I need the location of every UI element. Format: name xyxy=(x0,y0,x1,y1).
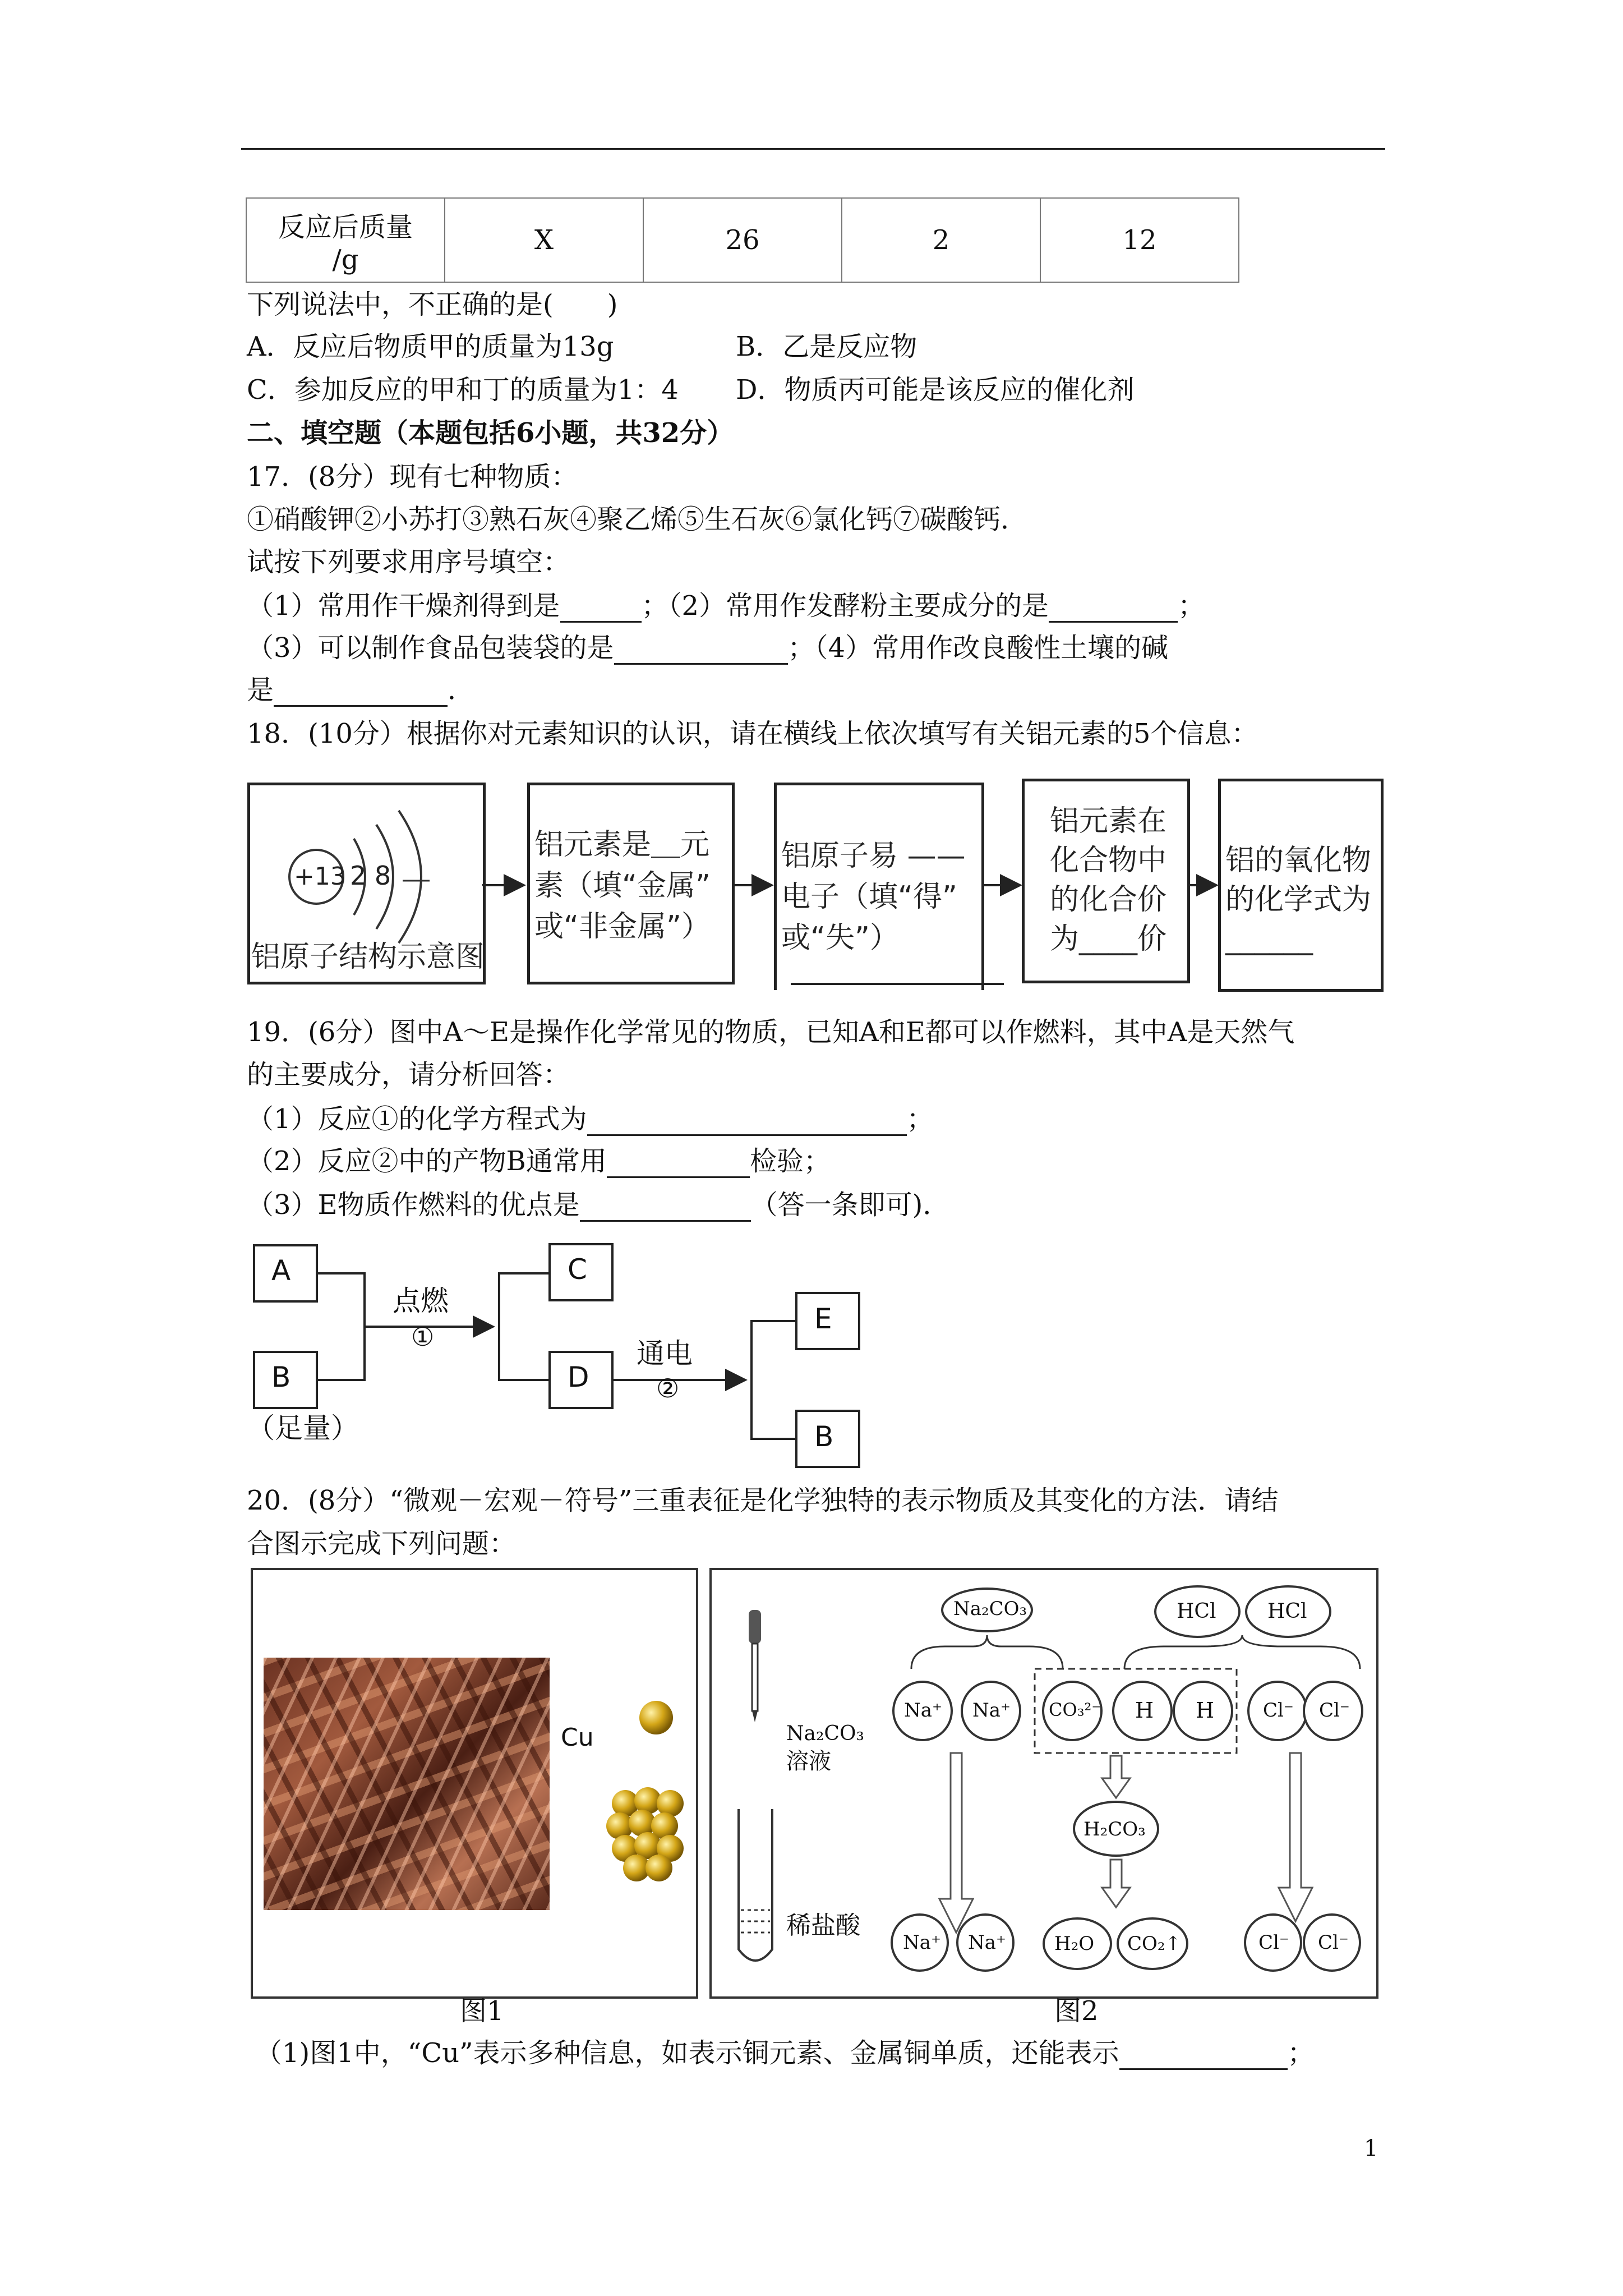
ion-cl: Cl⁻ xyxy=(1263,1699,1294,1722)
copper-atoms-icon xyxy=(594,1688,695,1890)
ion-co3: CO₃²⁻ xyxy=(1049,1699,1101,1720)
intermediate-h2co3: H₂CO₃ xyxy=(1083,1818,1146,1841)
excess-label: （足量） xyxy=(247,1412,359,1444)
element-type-box: 铝元素是＿元 素（填“金属” 或“非金属”） xyxy=(527,783,735,984)
page-number: 1 xyxy=(1364,2136,1378,2161)
answer-blank[interactable] xyxy=(560,593,642,623)
node-d: D xyxy=(568,1361,589,1393)
tube-label: 稀盐酸 xyxy=(786,1911,860,1940)
q17-substances: ①硝酸钾②小苏打③熟石灰④聚乙烯⑤生石灰⑥氯化钙⑦碳酸钙． xyxy=(247,504,1028,535)
q18-stem: 18．(10分）根据你对元素知识的认识，请在横线上依次填写有关铝元素的5个信息： xyxy=(247,718,1258,749)
atom-caption: 铝原子结构示意图 xyxy=(251,940,485,974)
q19-part2: （2）反应②中的产物B通常用 检验； xyxy=(247,1145,831,1177)
header-rule xyxy=(241,148,1385,150)
answer-blank[interactable] xyxy=(1119,2040,1288,2070)
answer-blank[interactable] xyxy=(1049,593,1178,623)
q17-line2: （3）可以制作食品包装袋的是 ；（4）常用作改良酸性土壤的碱 xyxy=(247,632,1169,664)
electron-shells: 2 8 xyxy=(350,861,391,891)
q20-part1: （1)图1中，“Cu”表示多种信息，如表示铜元素、金属铜单质，还能表示 ； xyxy=(255,2037,1315,2069)
ion-na: Na⁺ xyxy=(904,1699,942,1722)
node-b: B xyxy=(271,1361,291,1393)
condition-ignite: 点燃 xyxy=(393,1285,449,1317)
node-b-product: B xyxy=(814,1420,834,1453)
q20-stem-1: 20．(8分）“微观－宏观－符号”三重表征是化学独特的表示物质及其变化的方法．请结 xyxy=(247,1485,1279,1516)
valence-box: 铝元素在 化合物中 的化合价 为____价 xyxy=(1022,779,1190,983)
answer-blank[interactable] xyxy=(580,1192,751,1222)
q20-stem-2: 合图示完成下列问题： xyxy=(247,1528,517,1559)
figure-2-caption: 图2 xyxy=(1054,1995,1099,2027)
nucleus-charge: +13 xyxy=(294,862,346,891)
top-hcl-1: HCl xyxy=(1177,1600,1216,1623)
top-na2co3: Na₂CO₃ xyxy=(953,1598,1027,1620)
q19-flow-diagram xyxy=(0,1234,1623,1487)
condition-electrolysis: 通电 xyxy=(637,1337,693,1370)
table-cell: 2 xyxy=(842,198,1040,282)
dropper-label-solution: 溶液 xyxy=(786,1749,831,1774)
ion-na: Na⁺ xyxy=(972,1699,1011,1722)
product-cl: Cl⁻ xyxy=(1258,1931,1289,1954)
cu-symbol: Cu xyxy=(561,1723,594,1752)
electron-box: 铝原子易 —— 电子（填“得” 或“失”） xyxy=(774,783,984,990)
product-h2o: H₂O xyxy=(1054,1932,1095,1955)
q17-line1: （1）常用作干燥剂得到是 ；（2）常用作发酵粉主要成分的是 ； xyxy=(247,590,1205,622)
q19-part1: （1）反应①的化学方程式为 ； xyxy=(247,1103,934,1135)
figure-1-caption: 图1 xyxy=(460,1995,504,2027)
q16-option-c: C．参加反应的甲和丁的质量为1：4 xyxy=(247,374,679,406)
product-co2: CO₂↑ xyxy=(1127,1932,1182,1955)
node-a: A xyxy=(271,1254,291,1287)
ion-h: H xyxy=(1135,1698,1154,1723)
table-cell: X xyxy=(445,198,643,282)
ion-cl: Cl⁻ xyxy=(1319,1699,1350,1722)
q17-stem: 17．(8分）现有七种物质： xyxy=(247,461,578,493)
answer-blank[interactable] xyxy=(607,1148,750,1178)
reaction-1-marker: ① xyxy=(411,1322,435,1352)
q16-option-d: D．物质丙可能是该反应的催化剂 xyxy=(736,374,1135,406)
table-cell: 12 xyxy=(1040,198,1239,282)
ion-h: H xyxy=(1196,1698,1215,1723)
q16-stem: 下列说法中，不正确的是( ) xyxy=(247,289,618,320)
q16-option-a: A．反应后物质甲的质量为13g xyxy=(247,331,614,362)
answer-blank[interactable] xyxy=(614,635,788,665)
q17-line3: 是 ． xyxy=(247,674,475,706)
answer-blank[interactable] xyxy=(587,1106,907,1136)
q17-instruction: 试按下列要求用序号填空： xyxy=(247,546,570,578)
mass-table xyxy=(246,197,1239,283)
node-e: E xyxy=(814,1303,832,1335)
q19-part3: （3）E物质作燃料的优点是 （答一条即可)． xyxy=(247,1189,950,1221)
product-na: Na⁺ xyxy=(968,1931,1006,1954)
table-row xyxy=(246,198,1239,282)
product-na: Na⁺ xyxy=(903,1931,941,1954)
q19-stem-1: 19．(6分）图中A～E是操作化学常见的物质，已知A和E都可以作燃料，其中A是天然气 xyxy=(247,1016,1295,1048)
product-cl: Cl⁻ xyxy=(1318,1931,1349,1954)
section-title: 二、填空题（本题包括6小题，共32分） xyxy=(247,417,734,449)
answer-blank[interactable] xyxy=(274,677,448,707)
reaction-2-marker: ② xyxy=(656,1373,680,1404)
table-cell: 26 xyxy=(643,198,842,282)
atom-structure-box xyxy=(247,783,486,984)
oxide-box: 铝的氧化物 的化学式为 ______ xyxy=(1218,779,1384,992)
node-c: C xyxy=(568,1253,587,1286)
dropper-label-formula: Na₂CO₃ xyxy=(786,1722,864,1745)
q16-option-b: B．乙是反应物 xyxy=(736,331,917,362)
table-row-label: 反应后质量 /g xyxy=(246,198,445,282)
copper-photo xyxy=(264,1658,550,1910)
q19-stem-2: 的主要成分，请分析回答： xyxy=(247,1059,570,1091)
top-hcl-2: HCl xyxy=(1267,1600,1307,1623)
